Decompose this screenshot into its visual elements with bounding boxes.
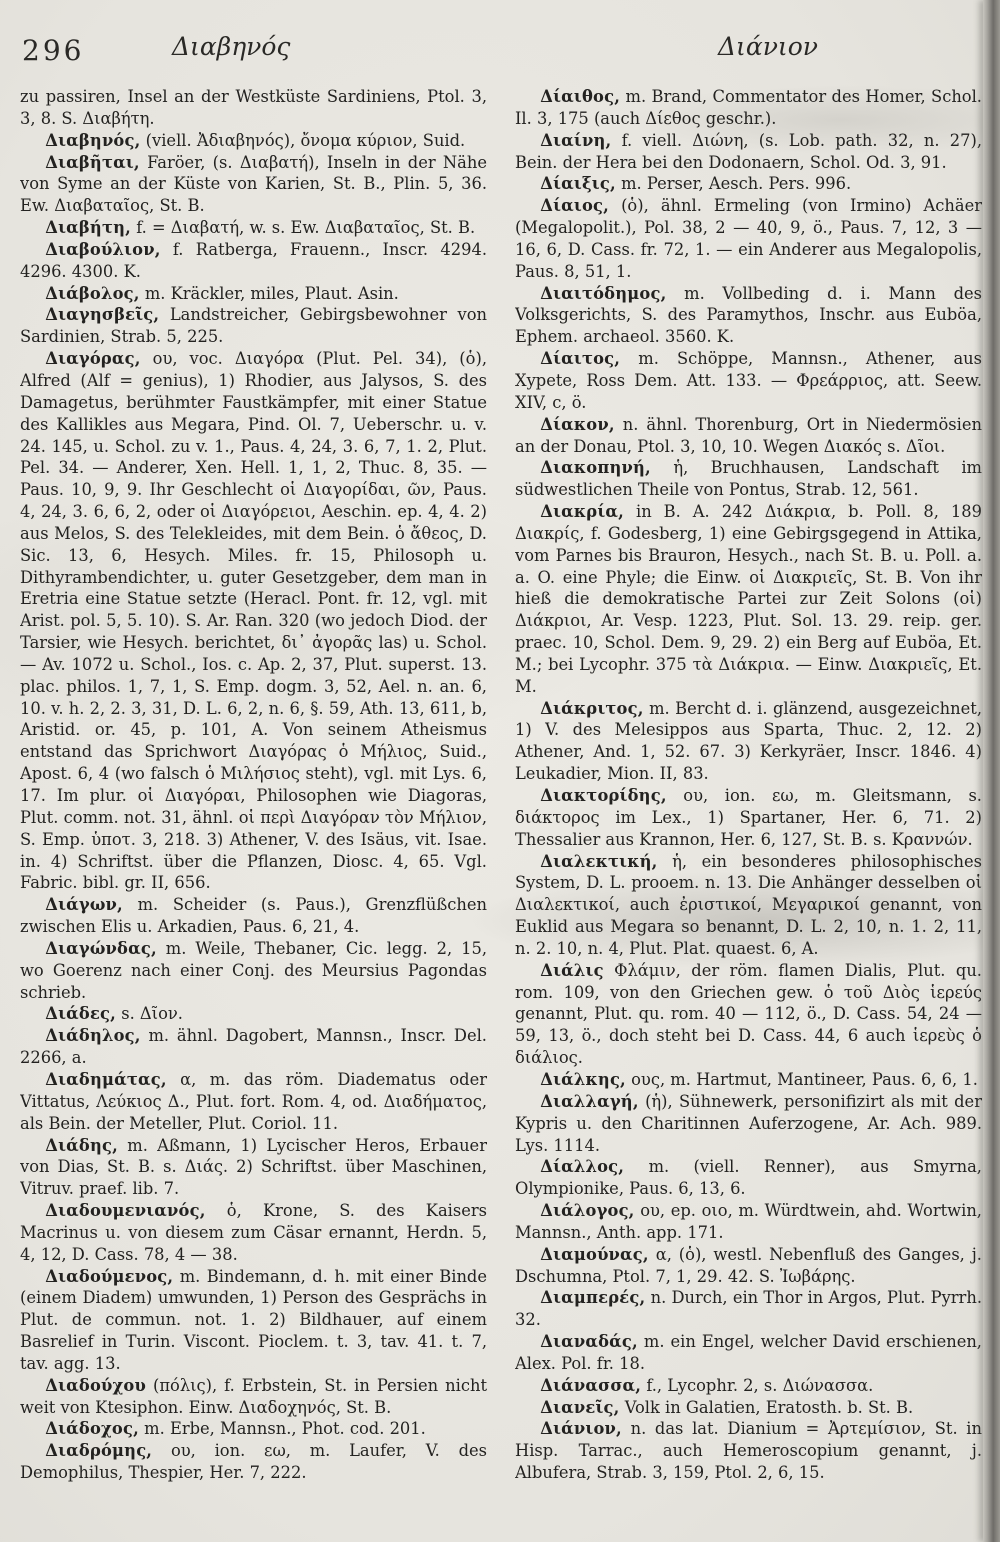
right-column xyxy=(515,86,982,1536)
entry-headword: Διακτορίδης, xyxy=(540,786,667,805)
page-number: 296 xyxy=(22,34,85,67)
dictionary-entry: Διαμπερές, n. Durch, ein Thor in Argos, Plut. Pyrrh. 32. xyxy=(515,1288,982,1330)
entry-headword: Διάλις xyxy=(540,960,604,980)
entry-headword: Διάδες, xyxy=(45,1004,117,1024)
entry-headword: Διαβήτη, xyxy=(45,218,131,238)
dictionary-entry: Διάλογος, ου, ep. οιο, m. Würdtwein, ahd. Wortwin, Mannsn., Anth. app. 171. xyxy=(515,1201,982,1242)
entry-headword: Διαδουμενιανός, xyxy=(45,1201,206,1221)
dictionary-entry: Δίαλλος, m. (viell. Renner), aus Smyrna, Olympionike, Paus. 6, 13, 6. xyxy=(515,1157,982,1199)
dictionary-entry: zu passiren, Insel an der Westküste Sardiniens, Ptol. 3, 3, 8. S. Διαβήτη. xyxy=(20,87,487,128)
dictionary-entry: Διανεῖς, Volk in Galatien, Eratosth. b. St. B. xyxy=(540,1397,914,1417)
dictionary-entry: Διαιτόδημος, m. Vollbeding d. i. Mann des Volksgerichts, S. des Paramythos, Inschr. aus Euböa, Ephem. archaeol. 3560. K. xyxy=(515,283,982,347)
dictionary-entry: Διαβηνός, (viell. Ἀδιαβηνός), ὄνομα κύριον, Suid. xyxy=(45,130,466,150)
entry-headword: Διάκριτος, xyxy=(540,698,644,718)
entry-headword: Διαλεκτική, xyxy=(540,851,658,871)
dictionary-entry: Διαναδάς, m. ein Engel, welcher David erschienen, Alex. Pol. fr. 18. xyxy=(515,1332,982,1373)
dictionary-entry: Διαβήτη, f. = Διαβατή, w. s. Ew. Διαβαταῖος, St. B. xyxy=(45,218,476,238)
running-head-left: Διαβηνός xyxy=(172,32,291,61)
entry-headword: Διαγόρας, xyxy=(45,349,141,369)
entry-headword: Διαλλαγή, xyxy=(540,1091,639,1111)
dictionary-entry: Διάδης, m. Aßmann, 1) Lycischer Heros, Erbauer von Dias, St. B. s. Διάς. 2) Schriftst. über Maschinen, Vitruv. praef. lib. 7. xyxy=(20,1135,487,1199)
dictionary-entry: Διάγων, m. Scheider (s. Paus.), Grenzflüßchen zwischen Elis u. Arkadien, Paus. 6, 21, 4. xyxy=(20,895,487,937)
entry-headword: Διάδης, xyxy=(45,1135,118,1155)
dictionary-entry: Διακοπηνή, ἡ, Bruchhausen, Landschaft im südwestlichen Theile von Pontus, Strab. 12, 561. xyxy=(515,458,982,500)
dictionary-entry: Διαδούχου (πόλις), f. Erbstein, St. in Persien nicht weit von Ktesiphon. Einw. Διαδοχηνός, St. B. xyxy=(20,1375,487,1417)
entry-headword: Διαγώνδας, xyxy=(45,938,157,958)
dictionary-entry: Διάνασσα, f., Lycophr. 2, s. Διώνασσα. xyxy=(540,1375,874,1395)
dictionary-entry: Διάλις Φλάμιν, der röm. flamen Dialis, Plut. qu. rom. 109, von den Griechen gew. ὁ τοῦ Διὸς ἱερεύς genannt, Plut. qu. rom. 40 — 112, ö., D. Cass. 54, 24 — 59, 13, ö., doch steht bei D. Cass. 44, 6 auch ἱερεὺς ὁ διάλιος. xyxy=(515,960,982,1068)
entry-headword: Δίαιξις, xyxy=(540,174,616,194)
dictionary-entry: Διαλλαγή, (ἡ), Sühnewerk, personifizirt als mit der Kypris u. den Charitinnen Auferzogene, Ar. Ach. 989. Lys. 1114. xyxy=(515,1091,982,1155)
entry-headword: Διαμούνας, xyxy=(540,1244,649,1264)
entry-headword: Διάβολος, xyxy=(45,283,140,303)
entry-headword: Δίαιος, xyxy=(540,196,610,216)
entry-headword: Διαδρόμης, xyxy=(45,1441,153,1461)
entry-headword: Διαναδάς, xyxy=(540,1332,638,1352)
entry-headword: Διαδούχου xyxy=(45,1375,146,1395)
entry-headword: Διαίνη, xyxy=(540,130,612,150)
scan-gutter-edge xyxy=(983,0,1000,1542)
dictionary-entry: Διαίνη, f. viell. Διώνη, (s. Lob. path. 32, n. 27), Bein. der Hera bei den Dodonaern, Schol. Od. 3, 91. xyxy=(515,130,982,172)
entry-headword: Διάλογος, xyxy=(540,1201,635,1221)
dictionary-entry: Διακρία, in B. A. 242 Διάκρια, b. Poll. 8, 189 Διακρίς, f. Godesberg, 1) eine Gebirgsgegend in Attika, vom Parnes bis Brauron, Hesych., nach St. B. u. Poll. a. a. O. eine Phyle; die Einw. οἱ Διακριεῖς, St. B. Von ihr hieß die demokratische Partei zur Zeit Solons (οἱ) Διάκριοι, Ar. Vesp. 1223, Plut. Sol. 13. 29. reip. ger. praec. 10, Schol. Dem. 9, 29. 2) ein Berg auf Euböa, Et. M.; bei Lycophr. 375 τὰ Διάκρια. — Einw. Διακριεῖς, Et. M. xyxy=(515,502,982,696)
entry-headword: Διαβούλιον, xyxy=(45,239,161,259)
entry-headword: Διανεῖς, xyxy=(540,1397,620,1417)
dictionary-entry: Διάκριτος, m. Bercht d. i. glänzend, ausgezeichnet, 1) V. des Melesippos aus Sparta, Thuc. 2, 12. 2) Athener, And. 1, 52. 67. 3) Kerkyräer, Inscr. 1846. 4) Leukadier, Mion. II, 83. xyxy=(515,698,982,784)
dictionary-entry: Διαδρόμης, ου, ion. εω, m. Laufer, V. des Demophilus, Thespier, Her. 7, 222. xyxy=(20,1441,487,1483)
dictionary-entry: Διαγόρας, ου, voc. Διαγόρα (Plut. Pel. 34), (ὁ), Alfred (Alf = genius), 1) Rhodier, aus Jalysos, S. des Damagetus, berühmter Faustkämpfer, mit einer Statue des Kallikles aus Megara, Pind. Ol. 7, Ueberschr. u. v. 24. 145, u. Schol. zu v. 1., Paus. 4, 24, 3. 6, 7, 1. 2, Plut. Pel. 34. — Anderer, Xen. Hell. 1, 1, 2, Thuc. 8, 35. — Paus. 10, 9, 9. Ihr Geschlecht οἱ Διαγορίδαι, ῶν, Paus. 4, 24, 3. 6, 6, 2, oder οἱ Διαγόρειοι, Aeschin. ep. 4, 4. 2) aus Melos, S. des Telekleides, mit dem Bein. ὁ ἄθεος, D. Sic. 13, 6, Hesych. Miles. fr. 15, Philosoph u. Dithyrambendichter, u. guter Gesetzgeber, dem man in Eretria eine Statue setzte (Heracl. Pont. fr. 12, vgl. mit Arist. pol. 5, 5. 10). S. Ar. Ran. 320 (wo jedoch Diod. der Tarsier, wie Hesych. berichtet, δι᾽ ἀγορᾶς las) u. Schol. — Av. 1072 u. Schol., Ios. c. Ap. 2, 37, Plut. superst. 13. plac. philos. 1, 7, 1, S. Emp. dogm. 3, 52, Ael. n. an. 6, 10. v. h. 2, 2. 3, 31, D. L. 6, 2, n. 6, §. 59, Ath. 13, 611, b, Aristid. or. 45, p. 101, A. Von seinem Atheismus entstand das Sprichwort Διαγόρας ὁ Μήλιος, Suid., Apost. 6, 4 (wo falsch ὁ Μιλήσιος steht), vgl. mit Lys. 6, 17. Im plur. οἱ Διαγόραι, Philosophen wie Diagoras, Plut. comm. not. 31, ähnl. οἱ περὶ Διαγόραν τὸν Μήλιον, S. Emp. ὑποτ. 3, 218. 3) Athener, V. des Isäus, vit. Isae. in. 4) Schriftst. über die Pflanzen, Diosc. 4, 65. Vgl. Fabric. bibl. gr. II, 656. xyxy=(20,349,487,893)
dictionary-entry: Διαμούνας, α, (ὁ), westl. Nebenfluß des Ganges, j. Dschumna, Ptol. 7, 1, 29. 42. S. Ἰωβάρης. xyxy=(515,1244,982,1286)
entry-headword: Διάδηλος, xyxy=(45,1026,141,1046)
entry-headword: Διαδούμενος, xyxy=(45,1266,174,1286)
dictionary-entry: Διάδηλος, m. ähnl. Dagobert, Mannsn., Inscr. Del. 2266, a. xyxy=(20,1026,487,1068)
dictionary-entry: Διαγώνδας, m. Weile, Thebaner, Cic. legg. 2, 15, wo Goerenz nach einer Conj. des Meursius Pagondas schrieb. xyxy=(20,938,487,1002)
dictionary-entry: Διάνιον, n. das lat. Dianium = Ἀρτεμίσιον, St. in Hisp. Tarrac., auch Hemeroscopium genannt, j. Albufera, Strab. 3, 159, Ptol. 2, 6, 15. xyxy=(515,1419,982,1483)
dictionary-entry: Δίαιος, (ὁ), ähnl. Ermeling (von Irmino) Achäer (Megalopolit.), Pol. 38, 2 — 40, 9, ö., Paus. 7, 12, 3 — 16, 6, D. Cass. fr. 72, 1. — ein Anderer aus Megalopolis, Paus. 8, 51, 1. xyxy=(515,196,982,281)
dictionary-entry: Διακτορίδης, ου, ion. εω, m. Gleitsmann, s. διάκτορος im Lex., 1) Spartaner, Her. 6, 71. 2) Thessalier aus Krannon, Her. 6, 127, St. B. s. Κραννών. xyxy=(515,786,982,849)
entry-headword: Διάδοχος, xyxy=(45,1419,139,1439)
text-columns xyxy=(20,86,983,1536)
entry-headword: Διαβηνός, xyxy=(45,130,141,150)
dictionary-entry: Διάδοχος, m. Erbe, Mannsn., Phot. cod. 201. xyxy=(45,1419,426,1439)
dictionary-entry: Δίαιτος, m. Schöppe, Mannsn., Athener, aus Xypete, Ross Dem. Att. 133. — Φρεάρριος, att. Seew. XIV, c, ö. xyxy=(515,349,982,412)
entry-headword: Δίαιτος, xyxy=(540,349,621,369)
dictionary-entry: Διαδούμενος, m. Bindemann, d. h. mit einer Binde (einem Diadem) umwunden, 1) Person des Gesprächs in Plut. de commun. not. 1. 2) Bildhauer, auf einem Basrelief in Turin. Viscont. Pioclem. t. 3, tav. 41. t. 7, tav. agg. 13. xyxy=(20,1266,487,1373)
entry-headword: Διαγησβεῖς, xyxy=(45,305,160,325)
entry-headword: Δίαιθος, xyxy=(540,87,621,106)
entry-headword: Διάλκης, xyxy=(540,1069,626,1089)
dictionary-entry: Διάβολος, m. Kräckler, miles, Plaut. Asin. xyxy=(45,283,399,303)
dictionary-entry: Διαλεκτική, ἡ, ein besonderes philosophisches System, D. L. prooem. n. 13. Die Anhänger desselben οἱ Διαλεκτικοί, auch ἐριστικοί, Μεγαρικοί genannt, von Euklid aus Megara so benannt, D. L. 2, 10, n. 1. 2, 11, n. 2. 10, n. 4, Plut. Plat. quaest. 6, A. xyxy=(515,851,982,958)
dictionary-entry: Δίακον, n. ähnl. Thorenburg, Ort in Niedermösien an der Donau, Ptol. 3, 10, 10. Wegen Διακός s. Δῖοι. xyxy=(515,414,982,456)
entry-headword: Διαιτόδημος, xyxy=(540,283,667,303)
entry-headword: Διακρία, xyxy=(540,502,624,522)
dictionary-entry: Δίαιξις, m. Perser, Aesch. Pers. 996. xyxy=(540,174,852,194)
dictionary-entry: Διάλκης, ους, m. Hartmut, Mantineer, Paus. 6, 6, 1. xyxy=(540,1069,978,1089)
entry-headword: Διακοπηνή, xyxy=(540,458,651,478)
page-header xyxy=(0,30,970,80)
entry-headword: Διάνιον, xyxy=(540,1419,622,1439)
dictionary-entry: Διαβῆται, Faröer, (s. Διαβατή), Inseln in der Nähe von Syme an der Küste von Karien, St. B., Plin. 5, 36. Ew. Διαβαταῖος, St. B. xyxy=(20,152,487,216)
entry-headword: Διάνασσα, xyxy=(540,1375,642,1395)
dictionary-entry: Διάδες, s. Δῖον. xyxy=(45,1004,183,1024)
dictionary-entry: Διαγησβεῖς, Landstreicher, Gebirgsbewohner von Sardinien, Strab. 5, 225. xyxy=(20,305,487,347)
running-head-right: Διάνιον xyxy=(718,32,818,61)
dictionary-entry: Διαδουμενιανός, ὁ, Krone, S. des Kaisers Macrinus u. von diesem zum Cäsar ernannt, Herdn. 5, 4, 12, D. Cass. 78, 4 — 38. xyxy=(20,1201,487,1264)
entry-headword: Δίαλλος, xyxy=(540,1157,625,1177)
entry-headword: Δίακον, xyxy=(540,414,615,434)
entry-headword: Διάγων, xyxy=(45,895,123,915)
dictionary-entry: Δίαιθος, m. Brand, Commentator des Homer, Schol. Il. 3, 175 (auch Δίεθος geschr.). xyxy=(515,87,982,128)
entry-headword: Διαβῆται, xyxy=(45,152,140,172)
entry-headword: Διαδημάτας, xyxy=(45,1069,167,1089)
dictionary-entry: Διαβούλιον, f. Ratberga, Frauenn., Inscr. 4294. 4296. 4300. K. xyxy=(20,239,487,281)
dictionary-entry: Διαδημάτας, α, m. das röm. Diadematus oder Vittatus, Λεύκιος Δ., Plut. fort. Rom. 4, od. Διαδήματος, als Bein. der Meteller, Plut. Coriol. 11. xyxy=(20,1069,487,1133)
left-column xyxy=(20,86,487,1536)
entry-headword: Διαμπερές, xyxy=(540,1288,646,1308)
